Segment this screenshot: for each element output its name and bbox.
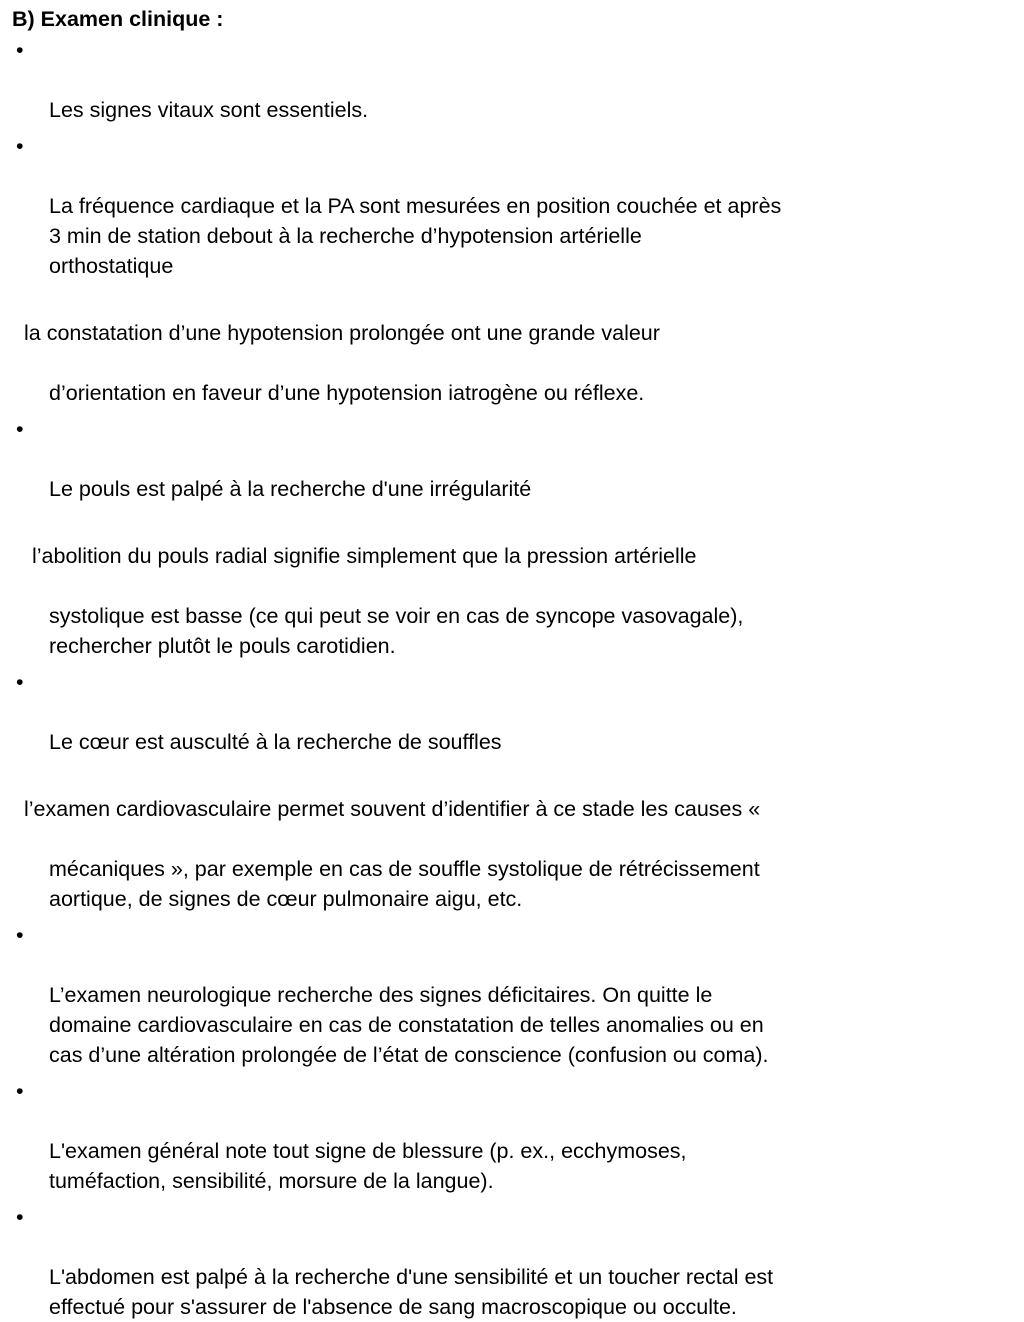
note-cardiovascular-exam [12,764,1016,914]
bullet-text: La fréquence cardiaque et la PA sont mesurées en position couchée et après 3 min de station debout à la recherche d’hypotension artérielle orthostatique [49,194,782,278]
bullet-vital-signs [12,35,1016,125]
bullet-text: Le cœur est ausculté à la recherche de souffles [49,730,502,754]
note-rest-text: systolique est basse (ce qui peut se voir en cas de syncope vasovagale), rechercher plutôt le pouls carotidien. [49,604,744,658]
bullet-marker: • [16,417,24,441]
note-hypotension [12,288,1016,408]
bullet-marker: • [16,923,24,947]
note-radial-pulse [12,511,1016,661]
bullet-text: Le pouls est palpé à la recherche d'une irrégularité [49,477,532,501]
note-lead-text: la constatation d’une hypotension prolongée ont une grande valeur [24,321,660,345]
bullet-heart-rate-bp [12,131,1016,281]
note-lead-text: l’abolition du pouls radial signifie simplement que la pression artérielle [32,544,697,568]
bullet-text: Les signes vitaux sont essentiels. [49,98,369,122]
note-rest-text: mécaniques », par exemple en cas de souffle systolique de rétrécissement aortique, de signes de cœur pulmonaire aigu, etc. [49,857,760,911]
bullet-marker: • [16,1079,24,1103]
bullet-text: L'abdomen est palpé à la recherche d'une sensibilité et un toucher rectal est effectué pour s'assurer de l'absence de sang macroscopique ou occulte. [49,1265,774,1319]
bullet-pulse [12,414,1016,504]
note-rest-text: d’orientation en faveur d’une hypotension iatrogène ou réflexe. [49,381,645,405]
bullet-marker: • [16,38,24,62]
bullet-neurological-exam [12,920,1016,1070]
bullet-abdomen-exam [12,1202,1016,1322]
bullet-heart-auscultation [12,667,1016,757]
section-title: B) Examen clinique : [12,7,224,31]
bullet-marker: • [16,134,24,158]
bullet-marker: • [16,670,24,694]
bullet-general-exam [12,1076,1016,1196]
note-lead-text: l’examen cardiovasculaire permet souvent d’identifier à ce stade les causes « [24,797,761,821]
bullet-text: L'examen général note tout signe de blessure (p. ex., ecchymoses, tuméfaction, sensibilité, morsure de la langue). [49,1139,687,1193]
bullet-text: L’examen neurologique recherche des signes déficitaires. On quitte le domaine cardiovasculaire en cas de constatation de telles anomalies ou en cas d’une altération prolongée de l’état de conscience (confusion ou coma). [49,983,769,1067]
bullet-marker: • [16,1205,24,1229]
